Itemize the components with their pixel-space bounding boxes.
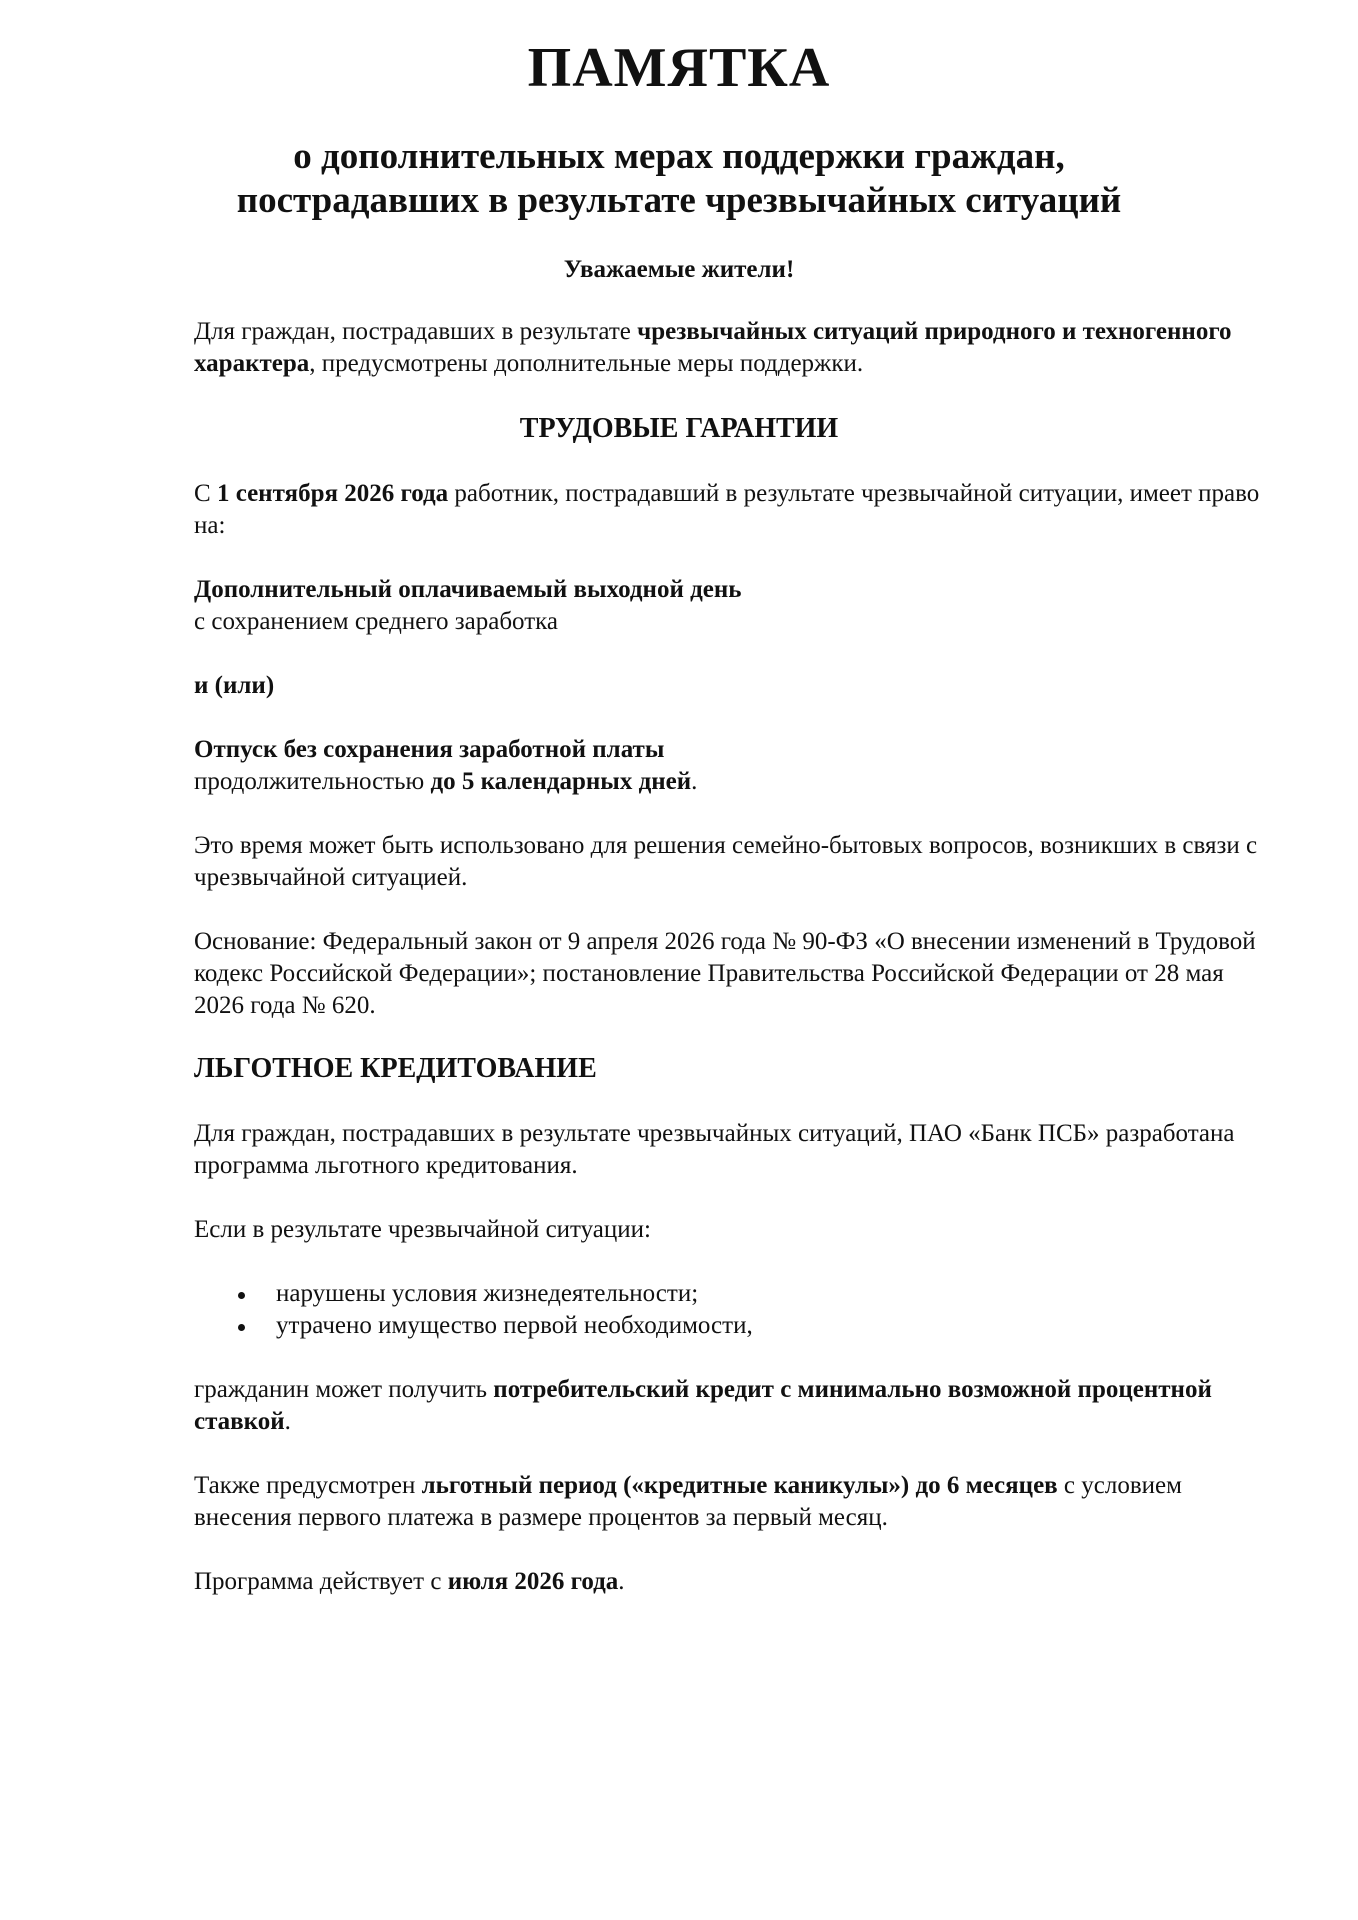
grace-text-1: Также предусмотрен: [194, 1472, 422, 1499]
list-item: [194, 1278, 1194, 1310]
and-or-bold: и (или): [194, 672, 275, 699]
and-or-text: [194, 670, 1264, 702]
leave-text-2: .: [691, 768, 698, 795]
intro-text-1: Для граждан, пострадавших в результате: [194, 318, 638, 345]
labor-date: 1 сентября 2026 года: [216, 480, 449, 507]
leave-text-1: продолжительностью: [194, 768, 431, 795]
intro-text-2: , предусмотрены дополнительные меры поддержки.: [309, 350, 864, 377]
labor-heading: ТРУДОВЫЕ ГАРАНТИИ: [519, 413, 839, 444]
bullet-icon: [238, 1324, 245, 1331]
program-text-2: .: [618, 1568, 625, 1595]
labor-rights-paragraph: [194, 478, 1264, 542]
program-date: июля 2026 года: [447, 1568, 619, 1595]
grace-bold: льготный период («кредитные каникулы») до 6 месяцев: [421, 1472, 1058, 1499]
intro-paragraph: [194, 316, 1264, 380]
labor-text-1: С: [194, 480, 217, 507]
bullet-icon: [238, 1292, 245, 1299]
day-off-title: Дополнительный оплачиваемый выходной день: [194, 576, 742, 603]
document-subtitle: [0, 135, 1358, 223]
grace-text-2: с условием внесения первого платежа в размере процентов за первый месяц.: [194, 1472, 1182, 1531]
intro-bold: чрезвычайных ситуаций природного и техногенного характера: [194, 318, 1232, 377]
basis-paragraph: Основание: Федеральный закон от 9 апреля 2026 года № 90-ФЗ «О внесении изменений в Трудовой кодекс Российской Федерации»; постановление Правительства Российской Федерации от 28 мая 2026 года № 620.: [194, 928, 1256, 1019]
list-item-text: нарушены условия жизнедеятельности;: [276, 1280, 699, 1307]
credit-intro-paragraph: Для граждан, пострадавших в результате чрезвычайных ситуаций, ПАО «Банк ПСБ» разработана программа льготного кредитования.: [194, 1120, 1235, 1179]
day-off-paragraph: [194, 574, 1264, 638]
usage-paragraph: Это время может быть использовано для решения семейно-бытовых вопросов, возникших в связи с чрезвычайной ситуацией.: [194, 832, 1258, 891]
day-off-text: с сохранением среднего заработка: [194, 608, 559, 635]
credit-offer-paragraph: [194, 1374, 1264, 1438]
credit-offer-bold: потребительский кредит с минимально возможной процентной ставкой: [194, 1376, 1212, 1435]
credit-offer-text-2: .: [284, 1408, 291, 1435]
program-start-paragraph: [194, 1566, 1264, 1598]
credit-offer-text-1: гражданин может получить: [194, 1376, 494, 1403]
leave-paragraph: [194, 734, 1264, 798]
credit-heading: ЛЬГОТНОЕ КРЕДИТОВАНИЕ: [194, 1053, 597, 1084]
program-text-1: Программа действует с: [194, 1568, 448, 1595]
grace-period-paragraph: [194, 1470, 1264, 1534]
credit-conditions-list: [194, 1278, 1194, 1342]
leave-duration: до 5 календарных дней: [430, 768, 692, 795]
subtitle-line-2: пострадавших в результате чрезвычайных ситуаций: [236, 180, 1122, 221]
labor-text-2: работник, пострадавший в результате чрезвычайной ситуации, имеет право на:: [194, 480, 1260, 539]
greeting: Уважаемые жители!: [563, 256, 795, 283]
credit-condition-paragraph: Если в результате чрезвычайной ситуации:: [194, 1216, 651, 1243]
subtitle-line-1: о дополнительных мерах поддержки граждан,: [293, 136, 1065, 177]
leave-title: Отпуск без сохранения заработной платы: [194, 736, 665, 763]
list-item: [194, 1310, 1194, 1342]
list-item-text: утрачено имущество первой необходимости,: [276, 1312, 753, 1339]
document-title: ПАМЯТКА: [527, 37, 831, 99]
